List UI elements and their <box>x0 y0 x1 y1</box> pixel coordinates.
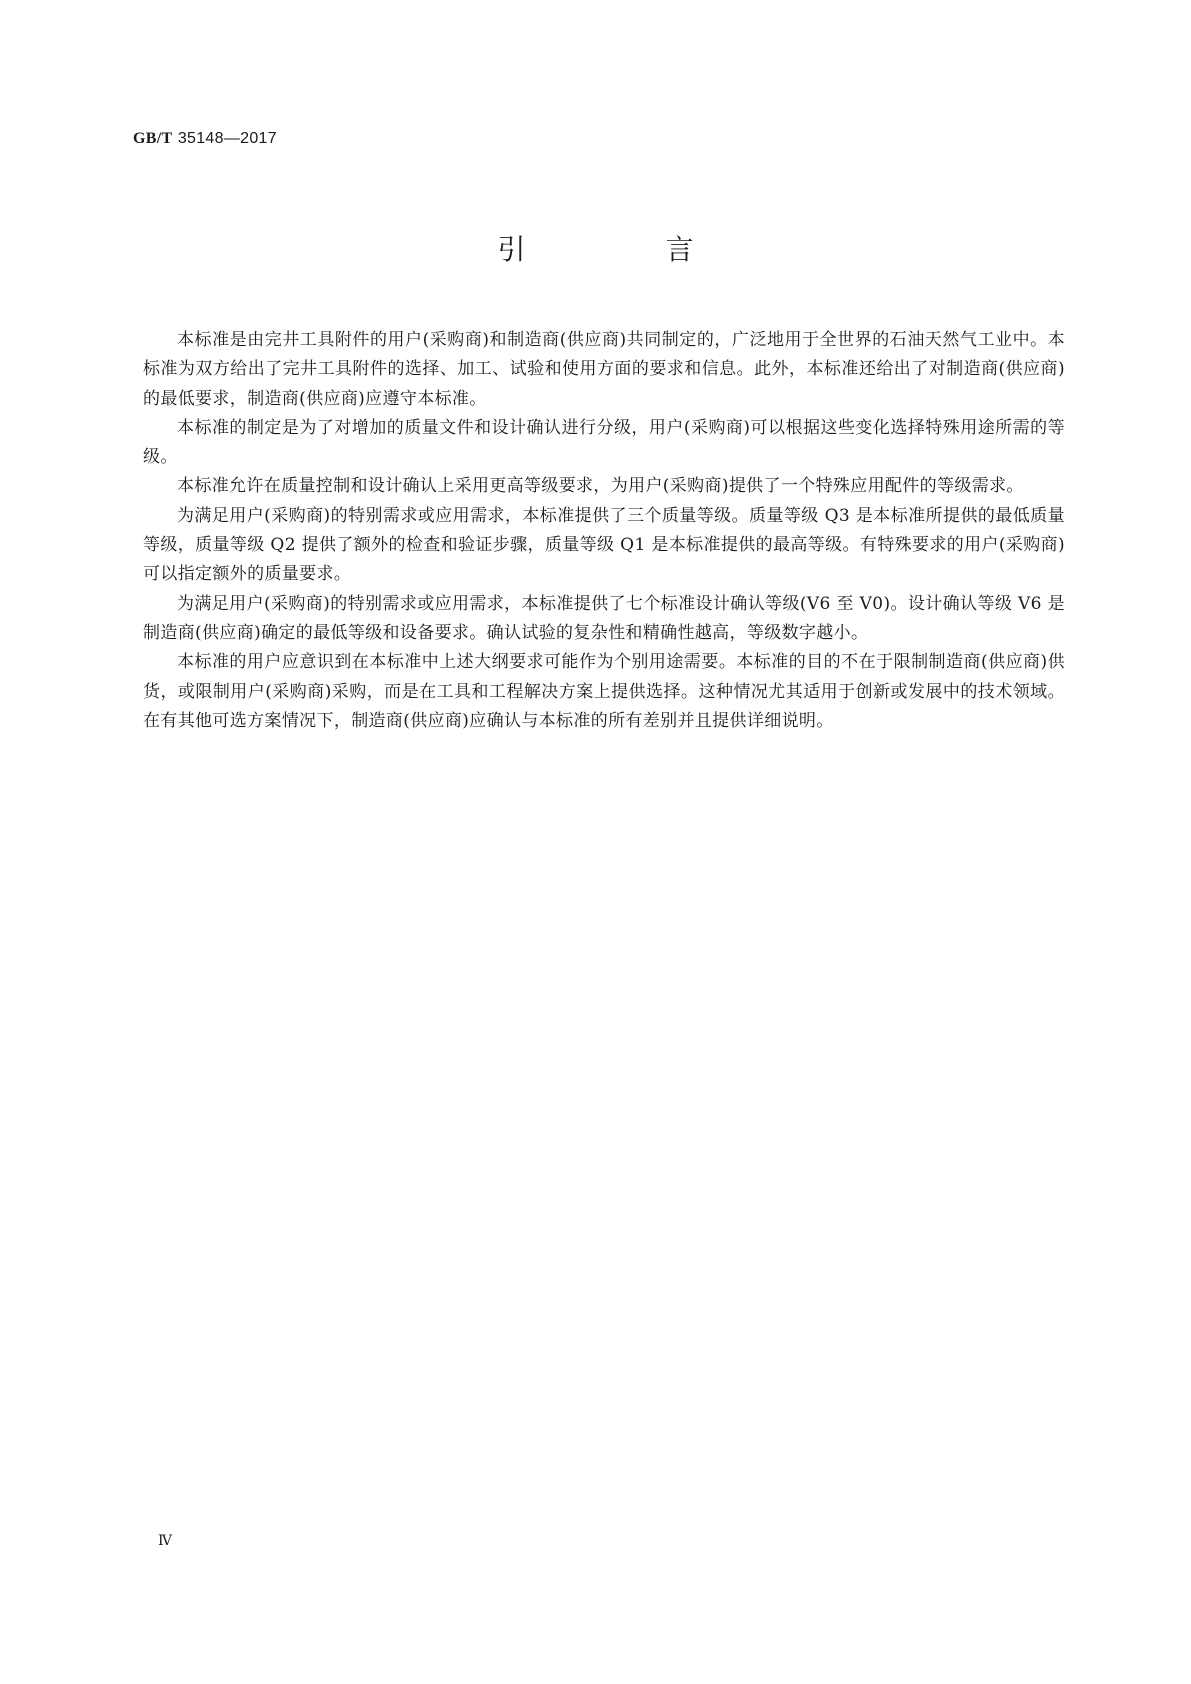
introduction-body <box>143 326 1065 736</box>
paragraph-3: 本标准允许在质量控制和设计确认上采用更高等级要求，为用户(采购商)提供了一个特殊应用配件的等级需求。 <box>177 476 1024 497</box>
standard-code-header <box>133 128 277 148</box>
paragraph-2: 本标准的制定是为了对增加的质量文件和设计确认进行分级，用户(采购商)可以根据这些变化选择特殊用途所需的等级。 <box>143 417 1065 468</box>
page-title: 引 言 <box>497 233 750 266</box>
paragraph-5: 为满足用户(采购商)的特别需求或应用需求，本标准提供了七个标准设计确认等级(V6 至 V0)。设计确认等级 V6 是制造商(供应商)确定的最低等级和设备要求。确认试验的复杂性和精确性越高，等级数字越小。 <box>143 593 1065 643</box>
standard-number: 35148—2017 <box>177 130 277 147</box>
paragraph-1: 本标准是由完井工具附件的用户(采购商)和制造商(供应商)共同制定的，广泛地用于全世界的石油天然气工业中。本标准为双方给出了完井工具附件的选择、加工、试验和使用方面的要求和信息。此外，本标准还给出了对制造商(供应商)的最低要求，制造商(供应商)应遵守本标准。 <box>143 330 1065 409</box>
page-number: Ⅳ <box>158 1534 172 1549</box>
paragraph-6: 本标准的用户应意识到在本标准中上述大纲要求可能作为个别用途需要。本标准的目的不在于限制制造商(供应商)供货，或限制用户(采购商)采购，而是在工具和工程解决方案上提供选择。这种情况尤其适用于创新或发展中的技术领域。在有其他可选方案情况下，制造商(供应商)应确认与本标准的所有差别并且提供详细说明。 <box>143 652 1065 731</box>
standard-prefix: GB/T <box>133 130 173 147</box>
paragraph-4: 为满足用户(采购商)的特别需求或应用需求，本标准提供了三个质量等级。质量等级 Q3 是本标准所提供的最低质量等级，质量等级 Q2 提供了额外的检查和验证步骤，质量等级 Q1 是本标准提供的最高等级。有特殊要求的用户(采购商)可以指定额外的质量要求。 <box>143 505 1065 585</box>
